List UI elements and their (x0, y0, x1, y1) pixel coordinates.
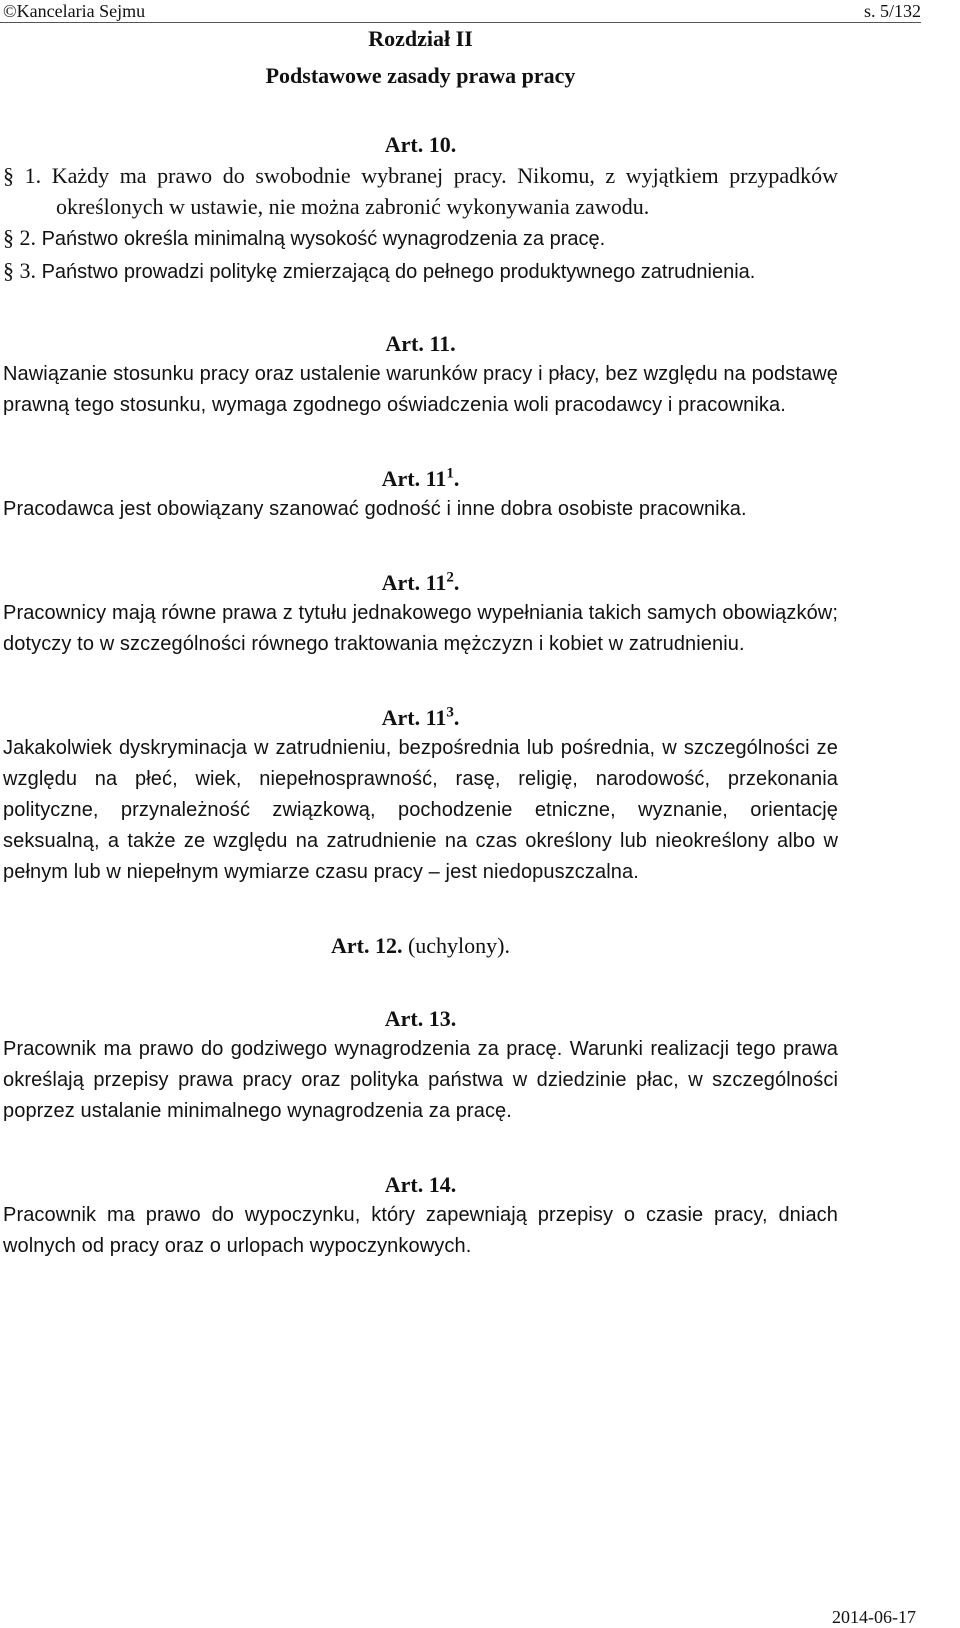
article-11-3-text: Jakakolwiek dyskryminacja w zatrudnieniu, bezpośrednia lub pośrednia, w szczególności ze względu na płeć, wiek, niepełnosprawność, rasę, religię, narodowość, przekonania polityczne, przynależność związkową, pochodzenie etniczne, wyznanie, orientację seksualną, a także ze względu na zatrudnienie na czas określony lub nieokreślony albo w pełnym lub w niepełnym wymiarze czasu pracy – jest niedopuszczalna. (3, 737, 838, 883)
article-10-title: Art. 10. (384, 132, 457, 157)
article-11-1-text: Pracodawca jest obowiązany szanować godność i inne dobra osobiste pracownika. (3, 498, 747, 520)
article-11-title: Art. 11. (385, 331, 456, 356)
chapter-subtitle: Podstawowe zasady prawa pracy (265, 63, 576, 88)
footer-date: 2014-06-17 (832, 1607, 916, 1627)
article-11-text: Nawiązanie stosunku pracy oraz ustalenie warunków pracy i płacy, bez względu na podstawę prawną tego stosunku, wymaga zgodnego oświadczenia woli pracodawcy i pracownika. (3, 363, 838, 416)
article-note: (uchylony). (407, 933, 510, 958)
article-superscript: 1 (446, 465, 454, 482)
article-number: Art. 12. (330, 933, 403, 958)
article-14-text: Pracownik ma prawo do wypoczynku, który zapewniają przepisy o czasie pracy, dniach wolnych od pracy oraz o urlopach wypoczynkowych. (3, 1204, 838, 1257)
section-text: Państwo prowadzi politykę zmierzającą do pełnego produktywnego zatrudnienia. (41, 261, 756, 283)
article-11-1-title: Art. $11^1$. (381, 465, 460, 491)
article-10-para-2 (3, 222, 838, 255)
section-number: § 2. (3, 225, 36, 250)
article-11-3-title: Art. $11^3$. (381, 704, 460, 730)
page-number: s. 5/132 (863, 1, 921, 21)
section-text: Państwo określa minimalną wysokość wynagrodzenia za pracę. (41, 228, 606, 250)
article-13-title: Art. 13. (384, 1006, 457, 1031)
article-number: Art. 11 (381, 705, 447, 730)
section-number: § 3. (3, 258, 36, 283)
document-body (3, 20, 838, 1262)
article-superscript: 2 (446, 569, 454, 586)
article-13-text: Pracownik ma prawo do godziwego wynagrodzenia za pracę. Warunki realizacji tego prawa określają przepisy prawa pracy oraz polityka państwa w dziedzinie płac, w szczególności poprzez ustalanie minimalnego wynagrodzenia za pracę. (3, 1038, 838, 1122)
article-10-para-1: § 1. Każdy ma prawo do swobodnie wybranej pracy. Nikomu, z wyjątkiem przypadków określonych w ustawie, nie można zabronić wykonywania zawodu. (3, 163, 838, 219)
article-number: Art. 11 (381, 466, 447, 491)
article-14-title: Art. 14. (384, 1172, 457, 1197)
article-11-2-text: Pracownicy mają równe prawa z tytułu jednakowego wypełniania takich samych obowiązków; dotyczy to w szczególności równego traktowania mężczyzn i kobiet w zatrudnieniu. (3, 602, 838, 655)
article-10-para-3 (3, 255, 838, 288)
header-source: ©Kancelaria Sejmu (3, 1, 146, 21)
article-12-title (3, 930, 838, 961)
article-number: Art. 11 (381, 570, 447, 595)
article-superscript: 3 (446, 704, 454, 721)
article-11-2-title: Art. $11^2$. (381, 569, 460, 595)
chapter-title: Rozdział II (368, 26, 473, 51)
